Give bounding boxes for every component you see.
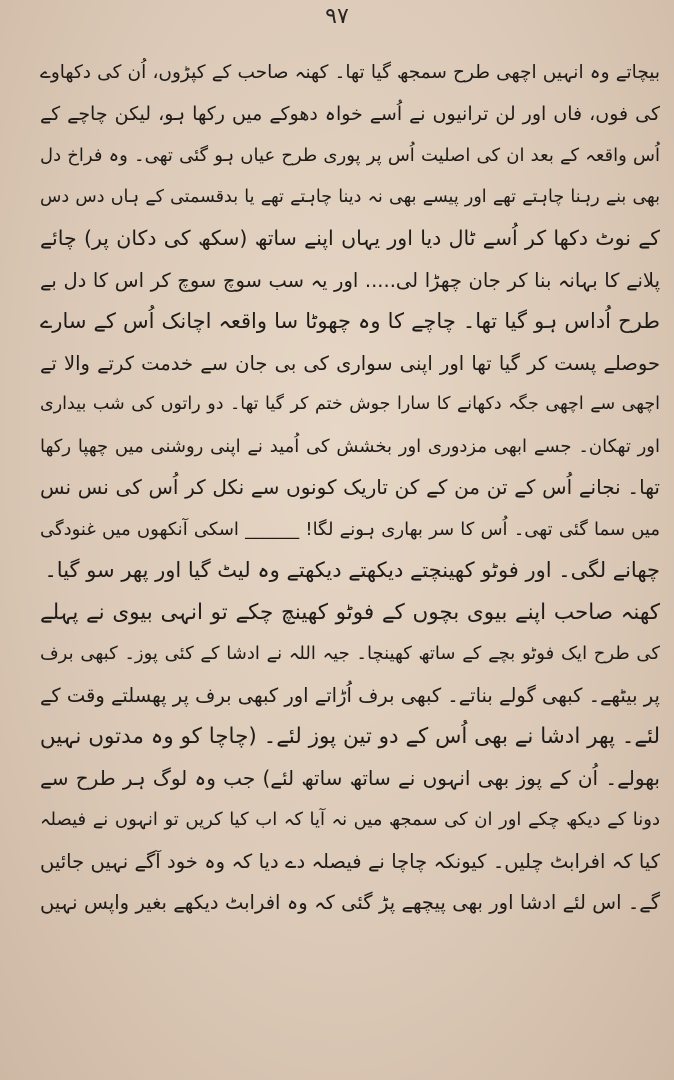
text-line: گے۔ اس لئے ادشا اور بھی پیچھے پڑ گئی کہ وہ افرابٹ دیکھے بغیر واپس نہیں	[40, 891, 660, 914]
text-line: کی فوں، فاں اور لن ترانیوں نے اُسے خواہ دھوکے میں رکھا ہو، لیکن چاچے کے	[40, 102, 660, 125]
text-line: طرح اُداس ہو گیا تھا۔ چاچے کا وہ چھوٹا سا واقعہ اچانک اُس کے سارے	[40, 309, 660, 333]
text-line: اُس واقعہ کے بعد ان کی اصلیت اُس پر پوری طرح عیاں ہو گئی تھی۔ وہ فراخ دل	[40, 145, 660, 166]
text-line: بیچاتے وہ انہیں اچھی طرح سمجھ گیا تھا۔ کھنہ صاحب کے کپڑوں، اُن کی دکھاوے	[40, 62, 660, 83]
text-line: لئے۔ پھر ادشا نے بھی اُس کے دو تین پوز لئے۔ (چاچا کو وہ مدتوں نہیں	[40, 724, 660, 749]
text-line: پر بیٹھے۔ کبھی گولے بناتے۔ کبھی برف اُڑاتے اور کبھی برف پر پھسلتے وقت کے	[40, 683, 660, 707]
text-line: پلانے کا بہانہ بنا کر جان چھڑا لی..... اور یہ سب سوچ سوچ کر اس کا دل بے	[40, 268, 660, 292]
text-line: کے نوٹ دکھا کر اُسے ٹال دیا اور یہاں اپنے ساتھ (سکھ کی دکان پر) چائے	[40, 226, 660, 250]
text-line: اچھی سے اچھی جگہ دکھانے کا سارا جوش ختم کر گیا تھا۔ دو راتوں کی شب بیداری	[40, 394, 660, 414]
text-line: حوصلے پست کر گیا تھا اور اپنی سواری کی بی جان سے خدمت کرتے والا تے	[40, 351, 660, 375]
text-line: کھنہ صاحب اپنے بیوی بچوں کے فوٹو کھینچ چکے تو انہی بیوی نے پہلے	[40, 599, 660, 625]
text-line: بھولے۔ اُن کے پوز بھی انہوں نے ساتھ ساتھ لئے) جب وہ لوگ ہر طرح سے	[40, 765, 660, 790]
text-line: اور تھکان۔ جسے ابھی مزدوری اور بخشش کی اُمید نے اپنی روشنی میں چھپا رکھا	[40, 435, 660, 457]
paragraph-2	[40, 592, 660, 924]
text-line: دونا کے دیکھ چکے اور ان کی سمجھ میں نہ آیا کہ اب کیا کریں تو انہوں نے فیصلہ	[40, 809, 660, 830]
text-line: تھا۔ نجانے اُس کے تن من کے کن تاریک کونوں سے نکل کر اُس کی نس نس	[40, 475, 660, 499]
page-number: ۹۷	[325, 4, 349, 29]
text-line: میں سما گئی تھی۔ اُس کا سر بھاری ہونے لگا! ______ اسکی آنکھوں میں غنودگی	[40, 518, 660, 540]
paragraph-1	[40, 52, 660, 592]
text-line: کی طرح ایک فوٹو بچے کے ساتھ کھینچا۔ جیہ اللہ نے ادشا کے کئی پوز۔ کبھی برف	[40, 643, 660, 664]
text-line: کیا کہ افرابٹ چلیں۔ کیونکہ چاچا نے فیصلہ دے دیا کہ وہ خود آگے نہیں جائیں	[40, 849, 660, 873]
text-line: چھانے لگی۔ اور فوٹو کھینچتے دیکھتے دیکھتے وہ لیٹ گیا اور پھر سو گیا۔	[44, 558, 660, 582]
text-line: بھی بنے رہنا چاہتے تھے اور پیسے بھی نہ دینا چاہتے تھے یا بدقسمتی کے ہاں دس دس	[40, 186, 660, 207]
text-block	[40, 52, 660, 924]
